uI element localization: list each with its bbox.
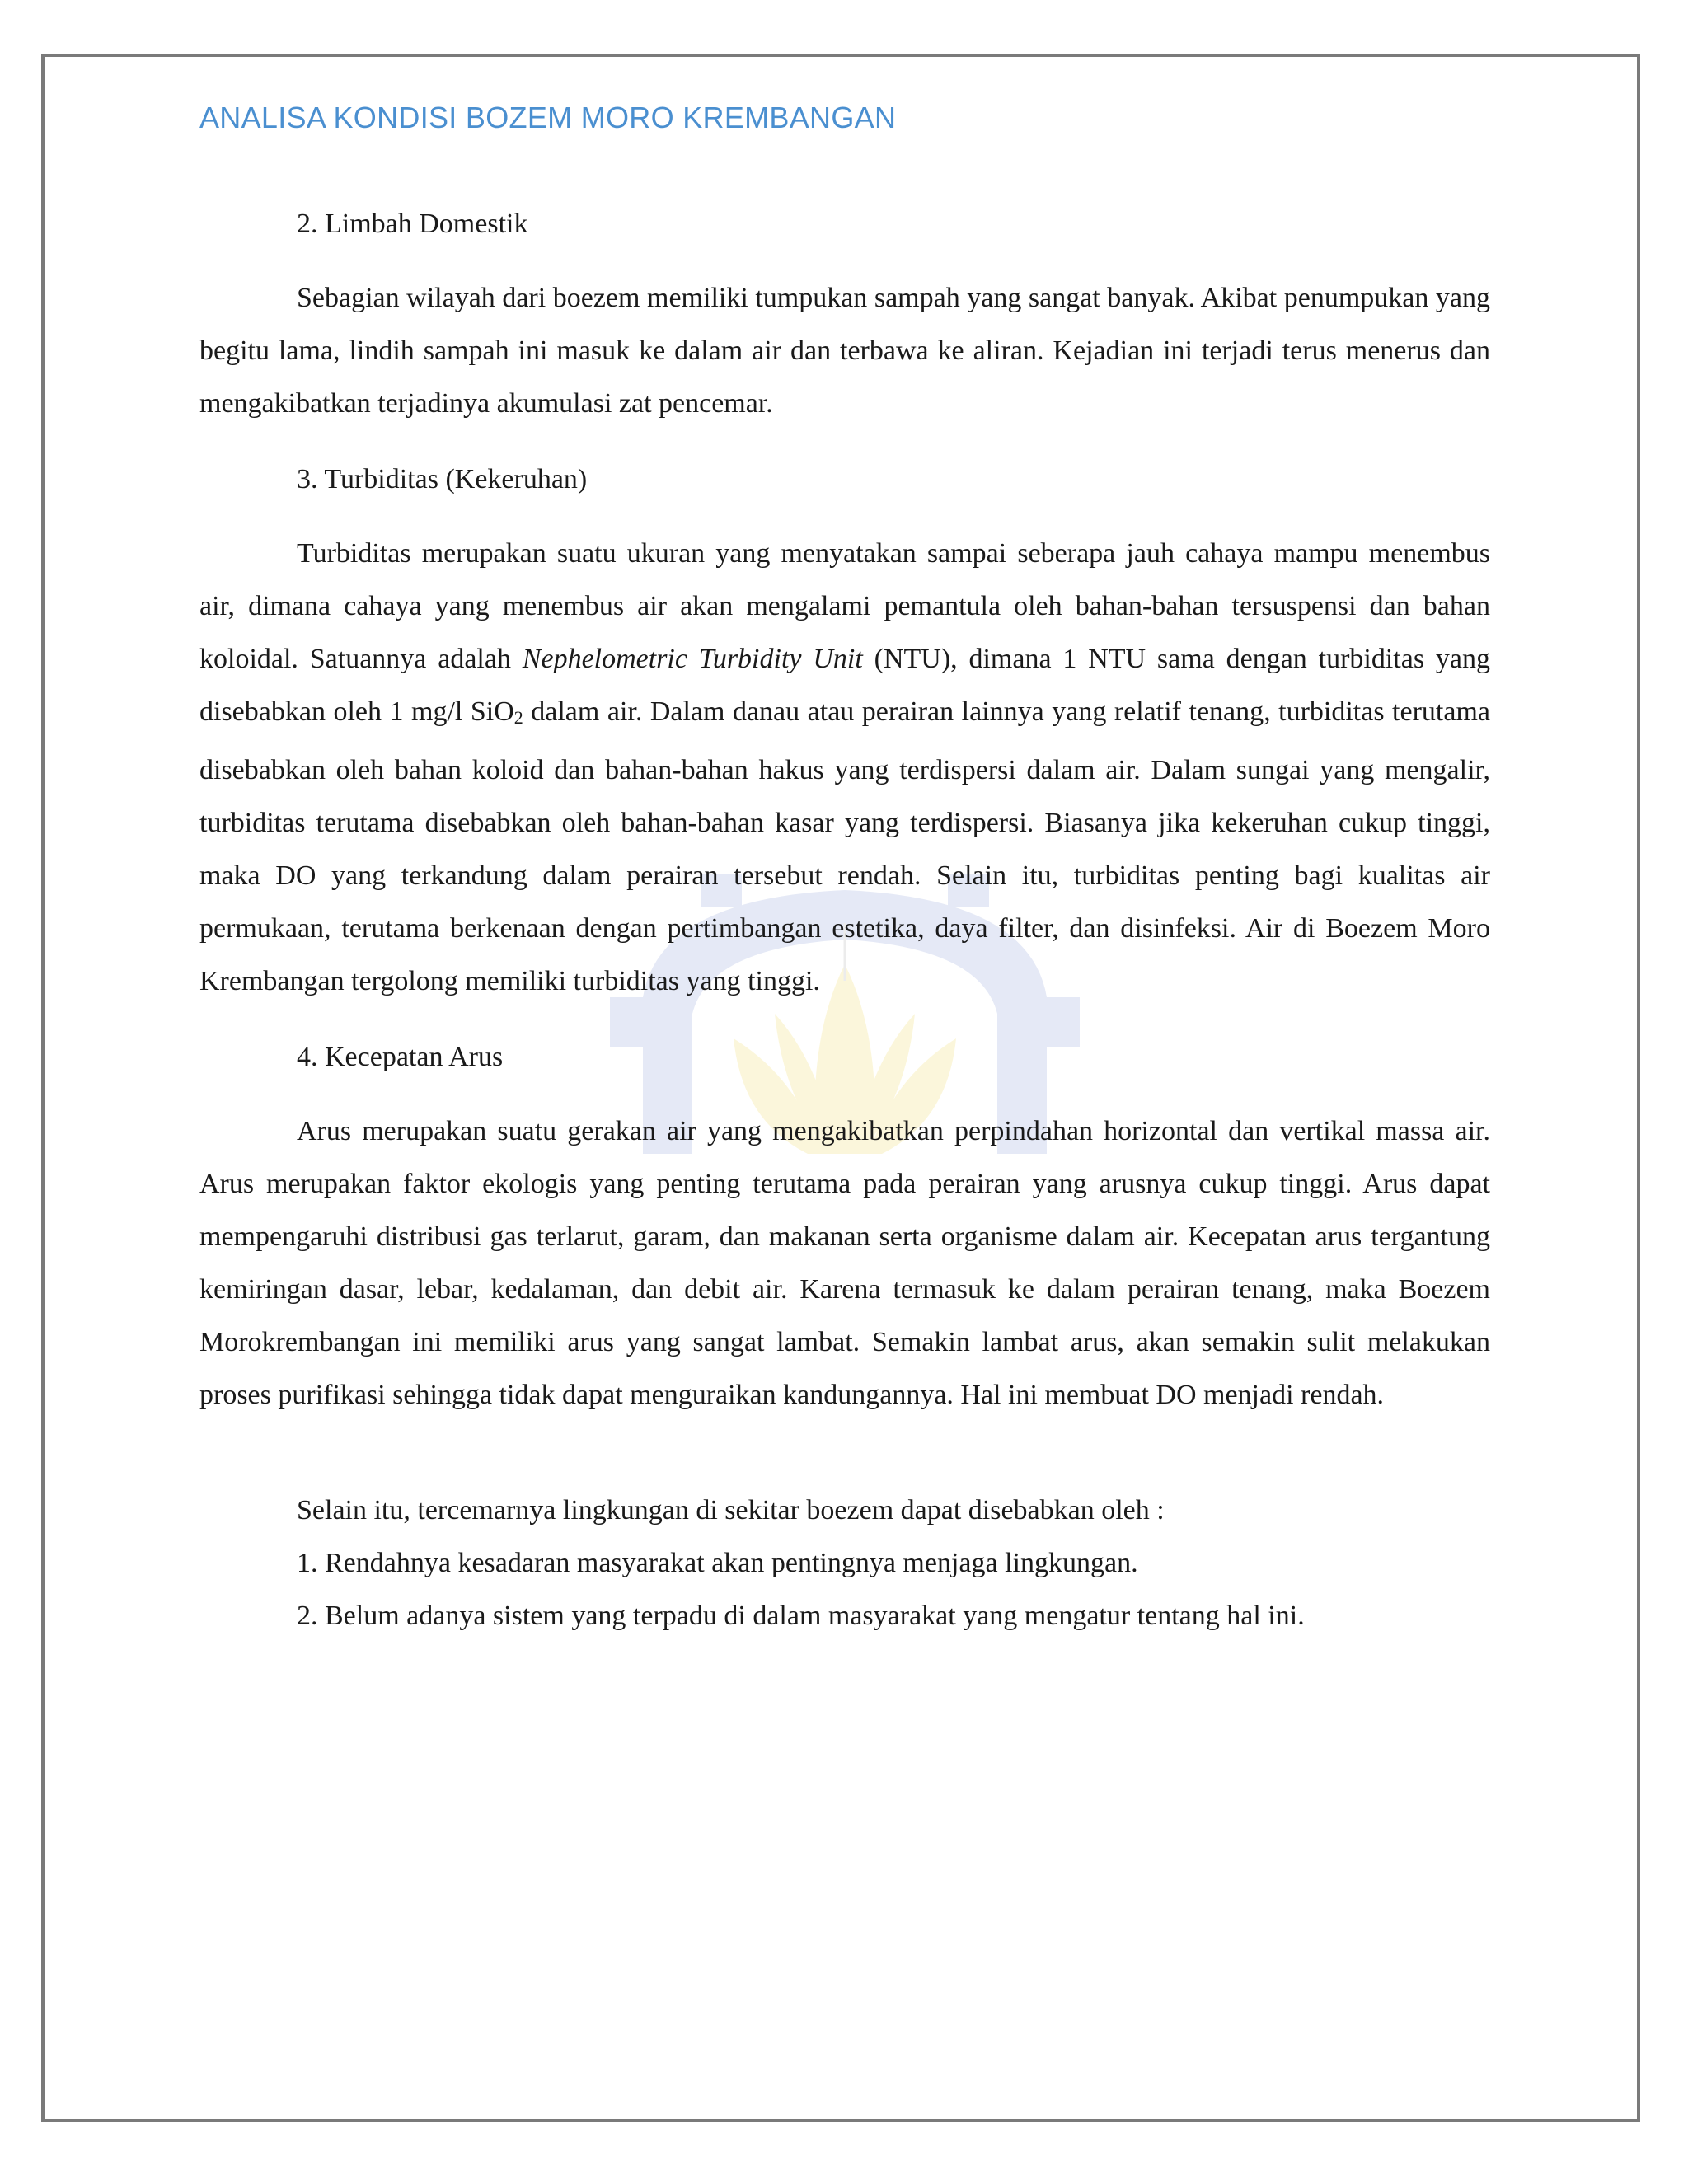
closing-intro: Selain itu, tercemarnya lingkungan di sekitar boezem dapat disebabkan oleh : xyxy=(297,1495,1165,1526)
turbiditas-text-3: dalam air. Dalam danau atau perairan lainnya yang relatif tenang, turbiditas terutama disebabkan oleh bahan koloid dan bahan-bahan hakus yang terdispersi dalam air. Dalam sungai yang mengalir, turbiditas terutama disebabkan oleh bahan-bahan kasar yang terdispersi. Biasanya jika kekeruhan cukup tinggi, maka DO yang terkandung dalam perairan tersebut rendah. Selain itu, turbiditas penting bagi kualitas air permukaan, terutama berkenaan dengan pertimbangan estetika, daya filter, dan disinfeksi. Air di Boezem Moro Krembangan tergolong memiliki turbiditas yang tinggi. xyxy=(199,696,1490,996)
heading-turbiditas: 3. Turbiditas (Kekeruhan) xyxy=(297,464,588,494)
heading-kecepatan-arus: 4. Kecepatan Arus xyxy=(297,1042,504,1072)
heading-limbah-domestik: 2. Limbah Domestik xyxy=(297,209,528,239)
paragraph-limbah-domestik: Sebagian wilayah dari boezem memiliki tumpukan sampah yang sangat banyak. Akibat penumpukan yang begitu lama, lindih sampah ini masuk ke dalam air dan terbawa ke aliran. Kejadian ini terjadi terus menerus dan mengakibatkan terjadinya akumulasi zat pencemar. xyxy=(199,283,1490,419)
paragraph-kecepatan-arus: Arus merupakan suatu gerakan air yang mengakibatkan perpindahan horizontal dan vertikal massa air. Arus merupakan faktor ekologis yang penting terutama pada perairan yang arusnya cukup tinggi. Arus dapat mempengaruhi distribusi gas terlarut, garam, dan makanan serta organisme dalam air. Kecepatan arus tergantung kemiringan dasar, lebar, kedalaman, dan debit air. Karena termasuk ke dalam perairan tenang, maka Boezem Morokrembangan ini memiliki arus yang sangat lambat. Semakin lambat arus, akan semakin sulit melakukan proses purifikasi sehingga tidak dapat menguraikan kandungannya. Hal ini membuat DO menjadi rendah. xyxy=(199,1116,1490,1410)
turbiditas-text-1: Turbiditas merupakan suatu ukuran yang menyatakan sampai seberapa jauh cahaya mampu menembus air, dimana cahaya yang menembus air akan mengalami pemantula oleh bahan-bahan tersuspensi dan bahan koloidal. Satuannya adalah xyxy=(199,538,1490,674)
turbiditas-subscript: 2 xyxy=(513,707,523,728)
list-item: 1. Rendahnya kesadaran masyarakat akan pentingnya menjaga lingkungan. xyxy=(297,1548,1138,1578)
turbiditas-text-2: (NTU), dimana 1 NTU sama dengan turbiditas yang disebabkan oleh 1 mg/l SiO xyxy=(199,644,1490,727)
list-item: 2. Belum adanya sistem yang terpadu di dalam masyarakat yang mengatur tentang hal ini. xyxy=(297,1601,1305,1631)
document-header: ANALISA KONDISI BOZEM MORO KREMBANGAN xyxy=(199,101,897,134)
paragraph-turbiditas xyxy=(199,527,1490,1008)
document-body xyxy=(199,198,1490,1643)
turbiditas-italic-term: Nephelometric Turbidity Unit xyxy=(522,644,863,674)
